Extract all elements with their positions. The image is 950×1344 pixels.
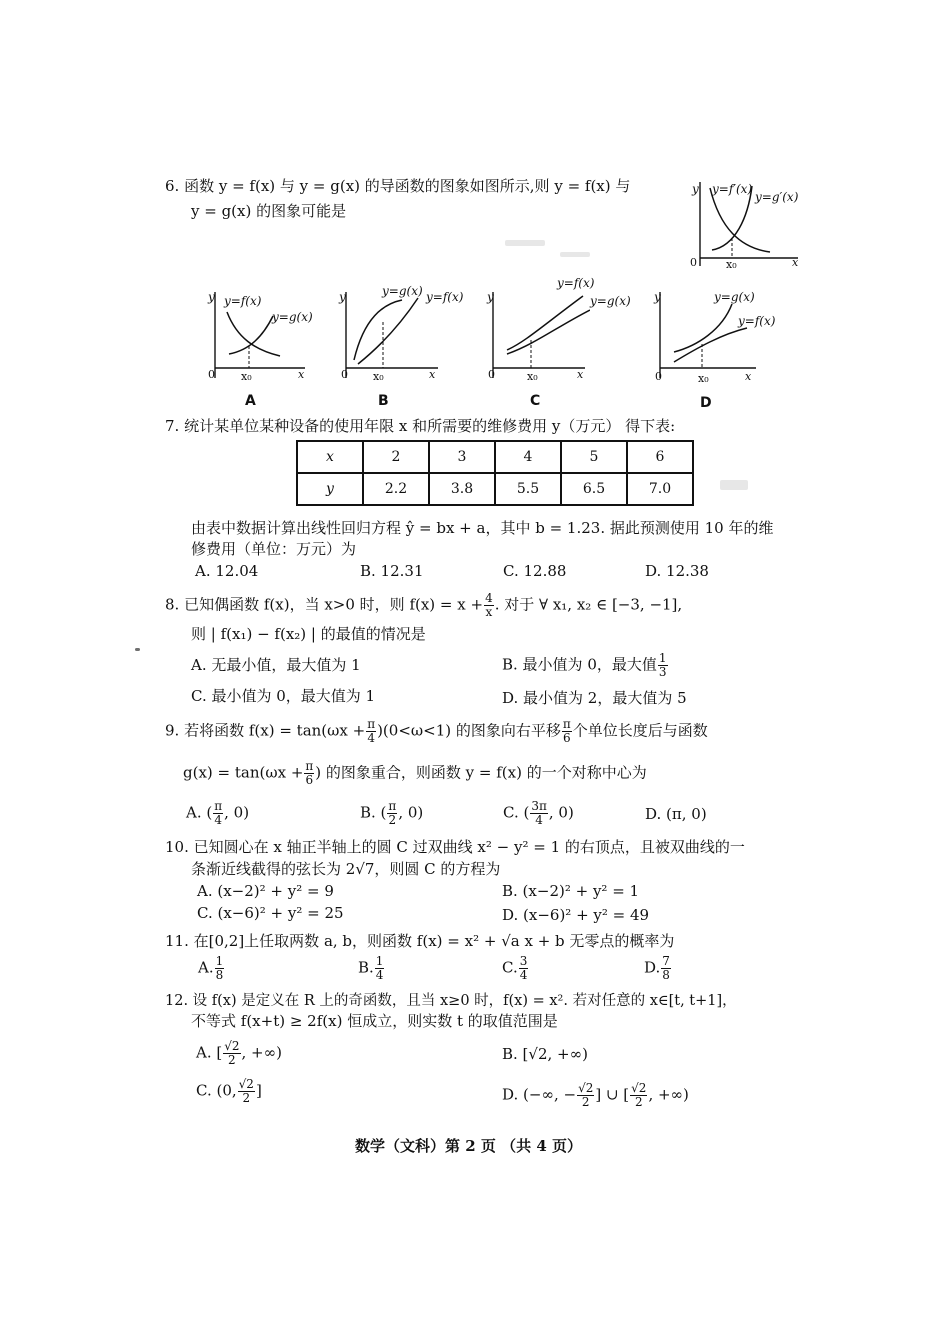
q12-option-d-mid: ] ∪ [ — [595, 1085, 630, 1104]
graph-c-g-label: y=g(x) — [590, 294, 631, 308]
table-cell: 6.5 — [561, 473, 627, 505]
q11-option-c-pre: C. — [502, 958, 518, 977]
frac-denominator: 2 — [634, 1095, 643, 1109]
q9-option-a-pre: A. ( — [186, 803, 213, 822]
q6-stem-line2: y = g(x) 的图象可能是 — [191, 202, 347, 220]
q11-option-d — [644, 955, 672, 982]
q9-stem-c: 个单位长度后与函数 — [572, 721, 708, 740]
q11-option-b — [358, 955, 385, 982]
q9-option-c-pre: C. ( — [503, 803, 530, 822]
graph-d-letter: D — [700, 395, 712, 411]
table-cell: 5.5 — [495, 473, 561, 505]
q7-text-line1: 由表中数据计算出线性回归方程 ŷ = bx + a，其中 b = 1.23. 据此预测使用 10 年的维 — [191, 519, 774, 537]
q8-option-b-text: B. 最小值为 0，最大值 — [502, 655, 657, 674]
table-cell: 2.2 — [363, 473, 429, 505]
q7-option-b: B. 12.31 — [360, 562, 424, 580]
q9-option-b-post: , 0) — [398, 803, 424, 822]
deriv-x0-label: x₀ — [726, 258, 737, 271]
frac-denominator: 2 — [228, 1053, 236, 1067]
q7-data-table — [296, 440, 694, 506]
graph-b-letter: B — [378, 393, 389, 409]
q12-option-b: B. [√2, +∞) — [502, 1045, 588, 1063]
graph-a-x: x — [298, 368, 305, 381]
q6-stem-line1: 6. 函数 y = f(x) 与 y = g(x) 的导函数的图象如图所示,则 y = f(x) 与 — [165, 177, 631, 195]
q8-stem-b: . 对于 ∀ x₁, x₂ ∈ [−3, −1], — [494, 595, 683, 614]
q7-stem: 7. 统计某单位某种设备的使用年限 x 和所需要的维修费用 y（万元） 得下表: — [165, 417, 676, 435]
q8-option-b — [502, 652, 669, 679]
q7-option-c: C. 12.88 — [503, 562, 567, 580]
graph-b-f-label: y=f(x) — [426, 290, 464, 304]
q9-line2-a: g(x) = tan(ωx + — [183, 763, 304, 782]
frac-numerator: 4 — [485, 591, 493, 605]
graph-a-g-label: y=g(x) — [272, 310, 313, 324]
q12-option-d — [502, 1082, 689, 1109]
q11-option-b-fraction — [375, 955, 385, 982]
q9-fraction-3 — [304, 760, 314, 787]
q10-option-d: D. (x−6)² + y² = 49 — [502, 906, 650, 924]
graph-d-f-label: y=f(x) — [738, 314, 776, 328]
frac-numerator: π — [305, 759, 314, 773]
graph-c-x: x — [577, 368, 584, 381]
deriv-x-label: x — [792, 256, 799, 269]
q10-stem-line2: 条渐近线截得的弦长为 2√7，则圆 C 的方程为 — [191, 860, 501, 878]
frac-numerator: 1 — [215, 954, 224, 968]
q8-stem-line1 — [165, 592, 682, 619]
graph-b-g-label: y=g(x) — [382, 284, 423, 298]
scan-noise — [505, 240, 545, 246]
frac-numerator: √2 — [238, 1077, 254, 1091]
graph-a-x0: x₀ — [241, 370, 252, 383]
frac-denominator: 2 — [581, 1095, 590, 1109]
table-cell: 3.8 — [429, 473, 495, 505]
q9-option-b-fraction — [387, 800, 397, 827]
frac-denominator: x — [485, 605, 493, 619]
q11-option-a-fraction — [215, 955, 225, 982]
q11-option-c — [502, 955, 529, 982]
q12-option-c — [196, 1078, 262, 1105]
frac-denominator: 2 — [242, 1091, 251, 1105]
q12-option-d-pre: D. (−∞, − — [502, 1085, 577, 1104]
q9-stem-b: )(0<ω<1) 的图象向右平移 — [377, 721, 561, 740]
frac-numerator: π — [388, 799, 397, 813]
frac-numerator: 3 — [519, 954, 528, 968]
frac-denominator: 2 — [388, 813, 397, 827]
graph-c-letter: C — [530, 393, 541, 409]
q10-stem-line1: 10. 已知圆心在 x 轴正半轴上的圆 C 过双曲线 x² − y² = 1 的右顶点，且被双曲线的一 — [165, 838, 745, 856]
q11-option-a-pre: A. — [198, 958, 214, 977]
q7-text-line2: 修费用（单位：万元）为 — [191, 540, 357, 558]
q10-option-b: B. (x−2)² + y² = 1 — [502, 882, 640, 900]
frac-denominator: 4 — [519, 968, 528, 982]
graph-d-x: x — [745, 370, 752, 383]
frac-numerator: 1 — [658, 651, 667, 665]
frac-denominator: 4 — [535, 813, 543, 827]
graph-d-y: y — [654, 290, 661, 304]
q9-stem-a: 9. 若将函数 f(x) = tan(ωx + — [165, 721, 366, 740]
q9-option-a-post: , 0) — [224, 803, 250, 822]
deriv-origin-label: 0 — [690, 256, 697, 269]
q12-option-a-pre: A. [ — [196, 1043, 223, 1062]
q8-option-d: D. 最小值为 2，最大值为 5 — [502, 689, 687, 707]
q8-option-b-fraction — [658, 652, 668, 679]
q12-option-d-fraction-1 — [577, 1082, 594, 1109]
q9-line2-b: ) 的图象重合，则函数 y = f(x) 的一个对称中心为 — [315, 763, 647, 782]
deriv-gprime-label: y=g′(x) — [755, 190, 799, 204]
frac-denominator: 8 — [215, 968, 224, 982]
graph-a-f-label: y=f(x) — [224, 294, 262, 308]
q7-option-a: A. 12.04 — [195, 562, 259, 580]
graph-b-y: y — [339, 290, 346, 304]
frac-denominator: 4 — [375, 968, 384, 982]
graph-d-origin: 0 — [655, 370, 662, 383]
frac-numerator: √2 — [578, 1081, 594, 1095]
table-cell: y — [297, 473, 363, 505]
deriv-fprime-label: y=f′(x) — [712, 182, 753, 196]
q9-fraction-2 — [562, 718, 572, 745]
scan-noise — [135, 648, 140, 651]
q12-option-d-fraction-2 — [630, 1082, 647, 1109]
q12-stem-line1: 12. 设 f(x) 是定义在 R 上的奇函数，且当 x≥0 时，f(x) = x². 若对任意的 x∈[t, t+1]， — [165, 993, 737, 1009]
q9-stem-line1 — [165, 718, 708, 745]
q9-option-b-pre: B. ( — [360, 803, 387, 822]
q11-option-d-pre: D. — [644, 958, 661, 977]
frac-numerator: π — [562, 717, 571, 731]
table-cell: 4 — [495, 441, 561, 473]
frac-denominator: 3 — [658, 665, 667, 679]
q12-stem-line2: 不等式 f(x+t) ≥ 2f(x) 恒成立，则实数 t 的取值范围是 — [191, 1012, 558, 1030]
q11-option-c-fraction — [519, 955, 529, 982]
q12-option-c-fraction — [238, 1078, 255, 1105]
frac-denominator: 6 — [562, 731, 571, 745]
graph-b-origin: 0 — [341, 368, 348, 381]
frac-denominator: 4 — [367, 731, 375, 745]
q11-option-a — [198, 955, 225, 982]
scan-noise — [560, 252, 590, 257]
frac-denominator: 8 — [662, 968, 670, 982]
q12-option-c-post: ] — [255, 1081, 262, 1100]
q7-option-d: D. 12.38 — [645, 562, 709, 580]
frac-denominator: 6 — [305, 773, 314, 787]
frac-numerator: π — [367, 717, 376, 731]
graph-a-origin: 0 — [208, 368, 215, 381]
table-row-x — [297, 441, 693, 473]
frac-numerator: 1 — [375, 954, 384, 968]
table-cell: 2 — [363, 441, 429, 473]
table-row-y — [297, 473, 693, 505]
frac-numerator: √2 — [224, 1039, 240, 1053]
q9-stem-line2 — [183, 760, 647, 787]
scan-noise — [720, 480, 748, 490]
table-cell: 7.0 — [627, 473, 693, 505]
q9-option-c-fraction — [530, 800, 548, 827]
q12-option-d-post: , +∞) — [648, 1085, 689, 1104]
q10-option-a: A. (x−2)² + y² = 9 — [197, 882, 334, 900]
q9-fraction-1 — [366, 718, 376, 745]
q10-option-c: C. (x−6)² + y² = 25 — [197, 904, 344, 922]
table-cell: 3 — [429, 441, 495, 473]
q12-option-a-post: , +∞) — [241, 1043, 282, 1062]
q9-option-b — [360, 800, 423, 827]
graph-c — [485, 288, 590, 383]
graph-c-f-label: y=f(x) — [557, 276, 595, 290]
q12-option-a — [196, 1040, 282, 1067]
q8-option-c: C. 最小值为 0，最大值为 1 — [191, 687, 376, 705]
frac-numerator: π — [214, 799, 223, 813]
graph-d-g-label: y=g(x) — [714, 290, 755, 304]
q11-option-d-fraction — [661, 955, 671, 982]
q11-stem: 11. 在[0,2]上任取两数 a, b，则函数 f(x) = x² + √a x + b 无零点的概率为 — [165, 932, 675, 950]
q9-option-c — [503, 800, 574, 827]
q11-option-b-pre: B. — [358, 958, 374, 977]
graph-b-x: x — [429, 368, 436, 381]
graph-a-letter: A — [245, 393, 256, 409]
frac-denominator: 4 — [214, 813, 222, 827]
graph-d-x0: x₀ — [698, 372, 709, 385]
deriv-y-label: y — [692, 182, 699, 196]
graph-c-origin: 0 — [488, 368, 495, 381]
q9-option-c-post: , 0) — [548, 803, 574, 822]
q12-option-a-fraction — [223, 1040, 240, 1067]
q12-option-c-pre: C. (0, — [196, 1081, 237, 1100]
q9-option-a-fraction — [213, 800, 223, 827]
table-cell: 5 — [561, 441, 627, 473]
q9-option-a — [186, 800, 249, 827]
graph-c-x0: x₀ — [527, 370, 538, 383]
q9-option-d: D. (π, 0) — [645, 805, 707, 823]
table-cell: x — [297, 441, 363, 473]
graph-a-y: y — [208, 290, 215, 304]
frac-numerator: 7 — [662, 954, 670, 968]
frac-numerator: √2 — [631, 1081, 647, 1095]
q8-stem-a: 8. 已知偶函数 f(x)，当 x>0 时，则 f(x) = x + — [165, 595, 484, 614]
q8-stem-line2: 则 | f(x₁) − f(x₂) | 的最值的情况是 — [191, 625, 426, 643]
table-cell: 6 — [627, 441, 693, 473]
frac-numerator: 3π — [531, 799, 547, 813]
page-footer: 数学（文科）第 2 页 （共 4 页） — [355, 1137, 582, 1155]
q8-option-a: A. 无最小值，最大值为 1 — [191, 656, 361, 674]
graph-b-x0: x₀ — [373, 370, 384, 383]
graph-c-y: y — [487, 290, 494, 304]
q8-fraction — [484, 592, 494, 619]
